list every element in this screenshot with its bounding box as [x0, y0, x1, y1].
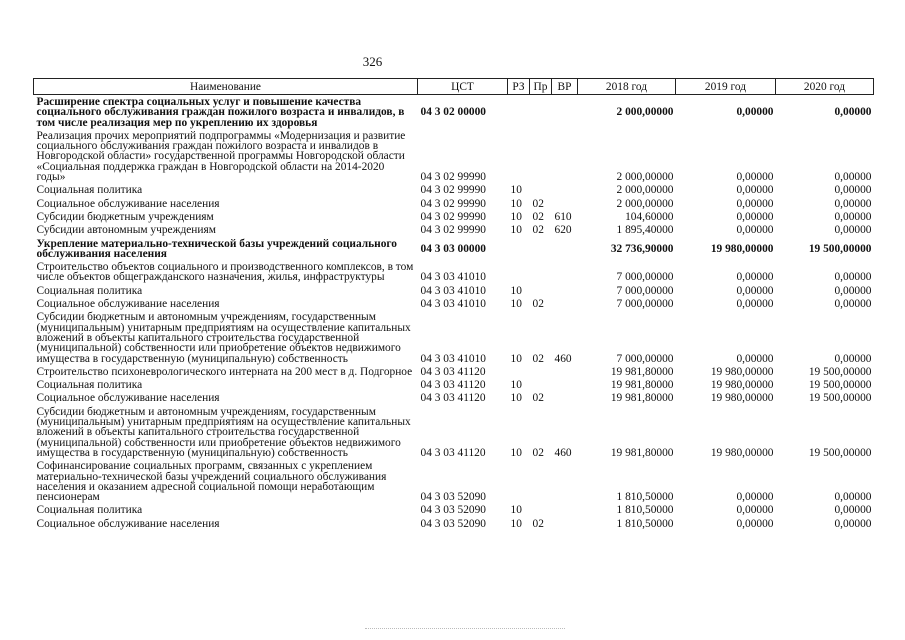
row-2019-cell: 0,00000: [736, 504, 774, 517]
table-row: [34, 503, 874, 516]
table-row: [34, 210, 874, 223]
row-2019-cell: 0,00000: [736, 284, 774, 297]
table-row: [34, 197, 874, 210]
row-2020-cell: 0,00000: [834, 352, 872, 365]
row-rz-cell: 10: [510, 352, 522, 365]
row-pr-cell: [530, 260, 552, 284]
row-name-cell: Реализация прочих мероприятий подпрограммы «Модернизация и развитие социального обслуживания граждан пожилого возраста и инвалидов в Новгородской области» государственной программы Новгородской области «Социальная поддержка граждан в Новгородской области на 2014-2020 годы»: [36, 129, 406, 184]
row-vr-cell: [552, 517, 578, 530]
row-2019-cell: 0,00000: [736, 352, 774, 365]
table-row: [34, 183, 874, 196]
row-cst-cell: 04 3 03 41120: [420, 379, 486, 392]
row-2018-cell: 2 000,00000: [616, 184, 674, 197]
row-cst-cell: 04 3 02 99990: [420, 210, 486, 223]
row-rz-cell: [508, 260, 530, 284]
row-2020-cell: 19 500,00000: [808, 379, 872, 392]
row-pr-cell: 02: [532, 298, 544, 311]
row-2020-cell: 0,00000: [834, 271, 872, 284]
row-2018-cell: 7 000,00000: [616, 271, 674, 284]
row-pr-cell: 02: [532, 224, 544, 237]
row-cst-cell: 04 3 03 41010: [420, 284, 486, 297]
header-2019: 2019 год: [676, 79, 776, 95]
row-2020-cell: 0,00000: [834, 517, 872, 530]
row-2019-cell: 0,00000: [736, 171, 774, 184]
row-vr-cell: 610: [554, 210, 572, 223]
row-pr-cell: 02: [532, 392, 544, 405]
row-2020-cell: 19 500,00000: [808, 392, 872, 405]
row-2018-cell: 19 981,80000: [610, 379, 674, 392]
row-cst-cell: 04 3 02 99990: [420, 224, 486, 237]
row-2019-cell: 0,00000: [736, 197, 774, 210]
row-cst-cell: 04 3 03 52090: [420, 491, 486, 504]
row-vr-cell: 620: [554, 224, 572, 237]
footer-scan-artifact: [365, 628, 565, 631]
row-rz-cell: [508, 365, 530, 378]
row-vr-cell: [552, 284, 578, 297]
row-cst-cell: 04 3 03 41010: [420, 352, 486, 365]
row-rz-cell: 10: [510, 446, 522, 459]
row-2018-cell: 104,60000: [625, 210, 674, 223]
row-cst-cell: 04 3 02 00000: [420, 106, 486, 119]
budget-table: [33, 78, 874, 530]
row-2018-cell: 1 810,50000: [616, 517, 674, 530]
row-name-cell: Социальное обслуживание населения: [36, 298, 220, 311]
row-vr-cell: [552, 459, 578, 503]
row-2018-cell: 1 895,40000: [616, 224, 674, 237]
row-vr-cell: 460: [554, 352, 572, 365]
row-2019-cell: 0,00000: [736, 224, 774, 237]
header-vr: ВР: [552, 79, 578, 95]
row-pr-cell: 02: [532, 446, 544, 459]
row-rz-cell: 10: [510, 184, 522, 197]
page-number: 326: [362, 54, 383, 69]
row-pr-cell: [530, 95, 552, 129]
row-cst-cell: 04 3 03 41010: [420, 271, 486, 284]
row-rz-cell: 10: [510, 517, 522, 530]
row-2018-cell: 2 000,00000: [616, 106, 674, 119]
row-cst-cell: 04 3 03 52090: [420, 517, 486, 530]
row-2019-cell: 0,00000: [736, 210, 774, 223]
row-pr-cell: 02: [532, 197, 544, 210]
row-vr-cell: [552, 297, 578, 310]
header-rz: РЗ: [508, 79, 530, 95]
row-rz-cell: 10: [510, 504, 522, 517]
table-row: [34, 297, 874, 310]
header-name: Наименование: [34, 79, 418, 95]
table-row: [34, 129, 874, 183]
table-row: [34, 517, 874, 530]
table-row: [34, 260, 874, 284]
table-section-row: [34, 237, 874, 261]
row-2020-cell: 0,00000: [834, 184, 872, 197]
row-cst-cell: 04 3 02 99990: [420, 184, 486, 197]
row-2018-cell: 32 736,90000: [610, 242, 674, 255]
row-name-cell: Субсидии бюджетным учреждениям: [36, 210, 214, 223]
row-2020-cell: 0,00000: [834, 298, 872, 311]
row-2020-cell: 0,00000: [834, 171, 872, 184]
row-vr-cell: [552, 260, 578, 284]
row-cst-cell: 04 3 03 52090: [420, 504, 486, 517]
row-name-cell: Субсидии автономным учреждениям: [36, 224, 216, 237]
row-2020-cell: 19 500,00000: [808, 446, 872, 459]
table-row: [34, 405, 874, 459]
row-pr-cell: [530, 129, 552, 183]
row-2020-cell: 0,00000: [834, 504, 872, 517]
row-vr-cell: [552, 365, 578, 378]
row-name-cell: Социальная политика: [36, 184, 143, 197]
row-rz-cell: [508, 237, 530, 261]
row-cst-cell: 04 3 02 99990: [420, 171, 486, 184]
row-2019-cell: 0,00000: [736, 106, 774, 119]
row-pr-cell: [530, 237, 552, 261]
row-2018-cell: 2 000,00000: [616, 171, 674, 184]
table-body: [34, 95, 874, 530]
row-pr-cell: [530, 284, 552, 297]
row-2019-cell: 0,00000: [736, 271, 774, 284]
row-rz-cell: [508, 459, 530, 503]
row-rz-cell: 10: [510, 210, 522, 223]
row-2020-cell: 0,00000: [834, 491, 872, 504]
row-cst-cell: 04 3 03 41010: [420, 298, 486, 311]
row-name-cell: Социальное обслуживание населения: [36, 392, 220, 405]
row-name-cell: Субсидии бюджетным и автономным учреждениям, государственным (муниципальным) унитарным предприятиям на осуществление капитальных вложений в объекты капитального строительства государственной (муниципальной) собственности или приобретение объектов недвижимого имущества в государственную (муниципальную) собственность: [36, 405, 411, 459]
row-vr-cell: [552, 197, 578, 210]
table-row: [34, 378, 874, 391]
row-vr-cell: [552, 503, 578, 516]
row-2020-cell: 0,00000: [834, 210, 872, 223]
table-row: [34, 284, 874, 297]
row-name-cell: Социальная политика: [36, 379, 143, 392]
row-2020-cell: 0,00000: [834, 284, 872, 297]
row-2019-cell: 0,00000: [736, 298, 774, 311]
row-vr-cell: 460: [554, 446, 572, 459]
row-2018-cell: 19 981,80000: [610, 365, 674, 378]
row-vr-cell: [552, 391, 578, 404]
row-pr-cell: [530, 503, 552, 516]
row-vr-cell: [552, 183, 578, 196]
row-2019-cell: 0,00000: [736, 184, 774, 197]
row-2019-cell: 19 980,00000: [710, 379, 774, 392]
row-2019-cell: 19 980,00000: [710, 392, 774, 405]
row-name-cell: Социальная политика: [36, 284, 143, 297]
row-cst-cell: 04 3 02 99990: [420, 197, 486, 210]
row-2020-cell: 0,00000: [834, 224, 872, 237]
header-pr: Пр: [530, 79, 552, 95]
row-pr-cell: [530, 183, 552, 196]
table-section-row: [34, 95, 874, 129]
row-pr-cell: 02: [532, 517, 544, 530]
row-rz-cell: 10: [510, 392, 522, 405]
table-row: [34, 365, 874, 378]
row-2019-cell: 19 980,00000: [710, 365, 774, 378]
row-name-cell: Укрепление материально-технической базы учреждений социального обслуживания населения: [36, 237, 398, 260]
row-2019-cell: 0,00000: [736, 517, 774, 530]
row-2018-cell: 7 000,00000: [616, 352, 674, 365]
row-2019-cell: 19 980,00000: [710, 242, 774, 255]
row-rz-cell: 10: [510, 284, 522, 297]
row-2018-cell: 7 000,00000: [616, 284, 674, 297]
row-name-cell: Социальное обслуживание населения: [36, 517, 220, 530]
row-cst-cell: 04 3 03 41120: [420, 392, 486, 405]
row-name-cell: Субсидии бюджетным и автономным учреждениям, государственным (муниципальным) унитарным предприятиям на осуществление капитальных вложений в объекты капитального строительства государственной (муниципальной) собственности или приобретение объектов недвижимого имущества в государственную (муниципальную) собственность: [36, 311, 411, 365]
row-name-cell: Софинансирование социальных программ, связанных с укреплением материально-технической базы учреждений социального обслуживания населения и оказанием адресной социальной помощи неработающим пенсионерам: [36, 460, 387, 504]
row-name-cell: Строительство объектов социального и производственного комплексов, в том числе объектов общегражданского назначения, жилья, инфраструктуры: [36, 261, 414, 284]
row-rz-cell: [508, 95, 530, 129]
row-2018-cell: 19 981,80000: [610, 392, 674, 405]
row-2018-cell: 19 981,80000: [610, 446, 674, 459]
row-2018-cell: 1 810,50000: [616, 504, 674, 517]
row-name-cell: Расширение спектра социальных услуг и повышение качества социального обслуживания граждан пожилого возраста и инвалидов, в том числе реализация мер по укреплению их здоровья: [36, 96, 405, 129]
row-rz-cell: [508, 129, 530, 183]
table-row: [34, 459, 874, 503]
header-2020: 2020 год: [776, 79, 874, 95]
row-rz-cell: 10: [510, 298, 522, 311]
row-pr-cell: [530, 378, 552, 391]
row-cst-cell: 04 3 03 41120: [420, 365, 486, 378]
row-rz-cell: 10: [510, 379, 522, 392]
row-vr-cell: [552, 95, 578, 129]
row-2020-cell: 19 500,00000: [808, 365, 872, 378]
row-2018-cell: 1 810,50000: [616, 491, 674, 504]
row-2020-cell: 0,00000: [834, 197, 872, 210]
row-name-cell: Строительство психоневрологического интерната на 200 мест в д. Подгорное: [36, 365, 413, 378]
row-2018-cell: 7 000,00000: [616, 298, 674, 311]
row-2020-cell: 0,00000: [834, 106, 872, 119]
row-vr-cell: [552, 378, 578, 391]
row-2019-cell: 19 980,00000: [710, 446, 774, 459]
table-row: [34, 223, 874, 236]
row-2020-cell: 19 500,00000: [808, 242, 872, 255]
row-cst-cell: 04 3 03 00000: [420, 242, 486, 255]
header-cst: ЦСТ: [418, 79, 508, 95]
row-vr-cell: [552, 237, 578, 261]
row-pr-cell: [530, 459, 552, 503]
row-pr-cell: [530, 365, 552, 378]
row-rz-cell: 10: [510, 224, 522, 237]
row-pr-cell: 02: [532, 352, 544, 365]
row-name-cell: Социальное обслуживание населения: [36, 197, 220, 210]
row-cst-cell: 04 3 03 41120: [420, 446, 486, 459]
row-vr-cell: [552, 129, 578, 183]
row-2018-cell: 2 000,00000: [616, 197, 674, 210]
table-header-row: [34, 79, 874, 95]
table-row: [34, 391, 874, 404]
row-2019-cell: 0,00000: [736, 491, 774, 504]
table-row: [34, 310, 874, 364]
row-pr-cell: 02: [532, 210, 544, 223]
row-name-cell: Социальная политика: [36, 504, 143, 517]
header-2018: 2018 год: [578, 79, 676, 95]
row-rz-cell: 10: [510, 197, 522, 210]
